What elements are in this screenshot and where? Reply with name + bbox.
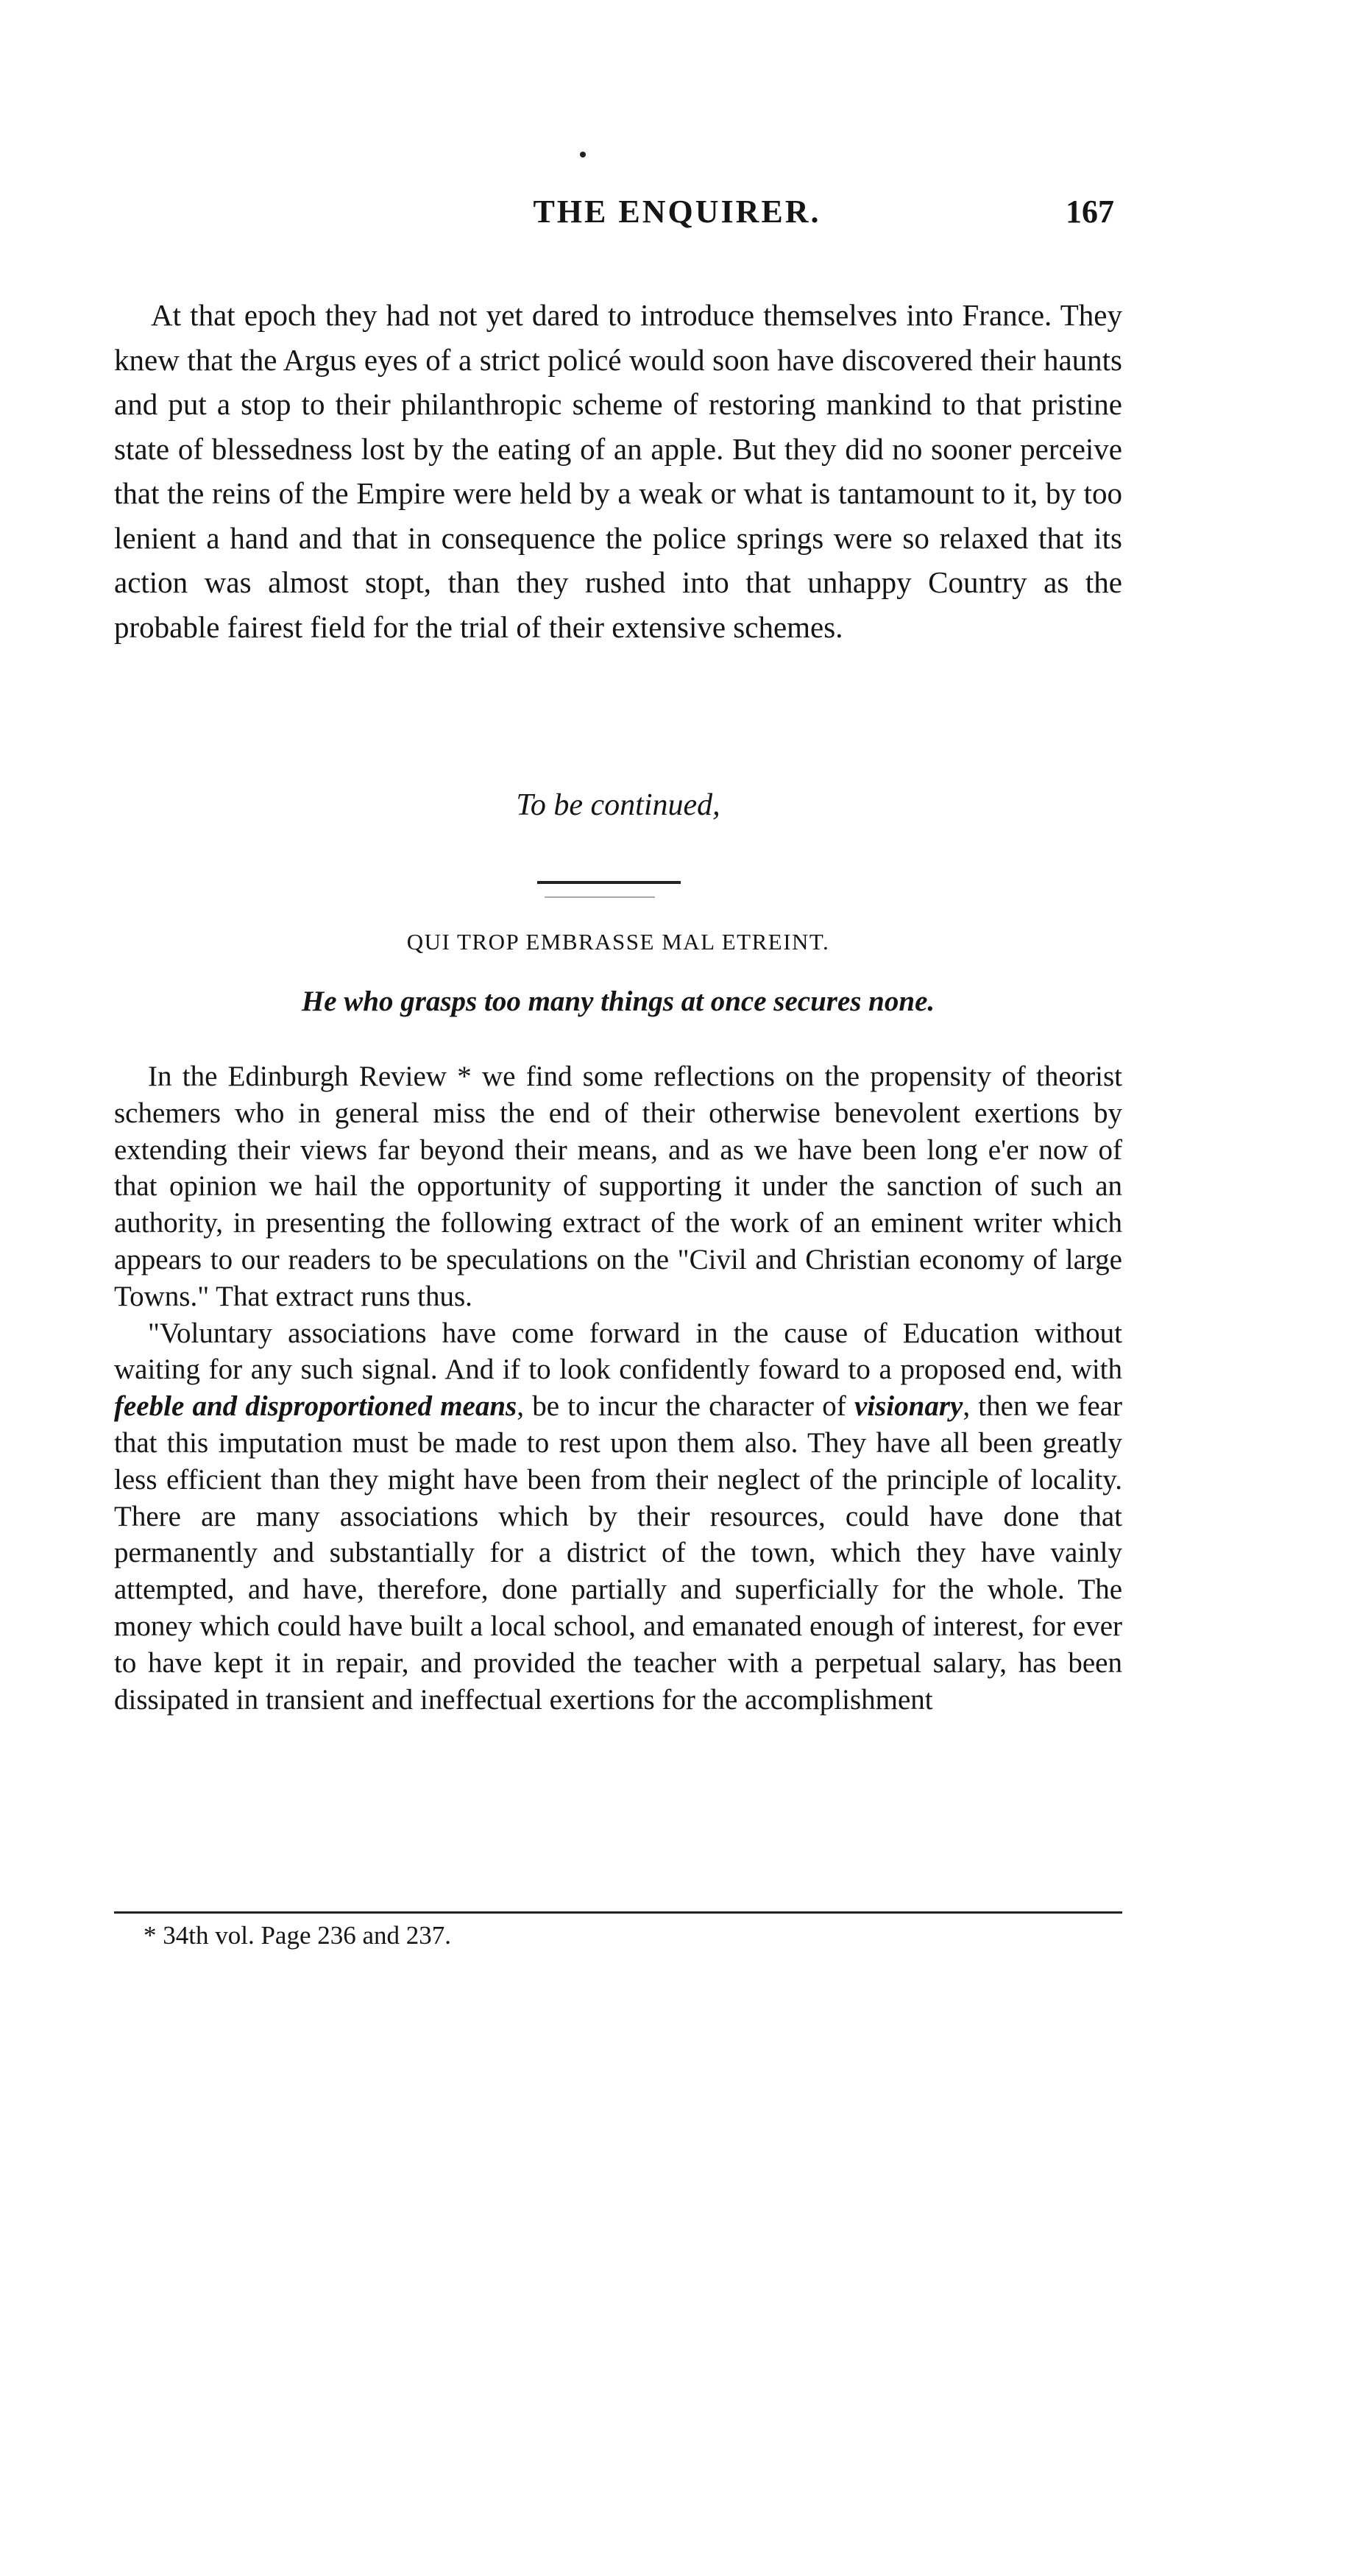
divider-fragment (545, 896, 655, 898)
page-number: 167 (1066, 194, 1114, 230)
text-run: "Voluntary associations have come forward in the cause of Education without waiting for any such signal. And if to look confidently foward to a proposed end, with (114, 1317, 1122, 1386)
italic-phrase: visionary (854, 1390, 963, 1423)
footnote: * 34th vol. Page 236 and 237. (144, 1921, 452, 1950)
italic-phrase: feeble and disproportioned means (114, 1390, 517, 1423)
article-continuation (114, 293, 1122, 649)
paragraph (114, 1315, 1122, 1719)
running-head: THE ENQUIRER. (533, 194, 821, 230)
footnote-rule (114, 1911, 1122, 1914)
section-divider (537, 881, 681, 884)
article-body (114, 1058, 1122, 1718)
section-motto: He who grasps too many things at once secures none. (301, 986, 935, 1017)
paragraph: In the Edinburgh Review * we find some reflections on the propensity of theorist schemers who in general miss the end of their otherwise benevolent exertions by extending their views far beyond their means, and as we have been long e'er now of that opinion we hail the opportunity of supporting it under the sanction of such an authority, in presenting the following extract of the work of an eminent writer which appears to our readers to be speculations on the "Civil and Christian economy of large Towns." That extract runs thus. (114, 1061, 1122, 1312)
text-run: , be to incur the character of (517, 1390, 854, 1423)
section-title: QUI TROP EMBRASSE MAL ETREINT. (406, 929, 830, 955)
printer-mark (580, 152, 586, 158)
to-be-continued: To be continued, (516, 788, 720, 822)
paragraph: At that epoch they had not yet dared to introduce themselves into France. They knew that the Argus eyes of a strict policé would soon have discovered their haunts and put a stop to their philanthropic scheme of restoring mankind to that pristine state of blessedness lost by the eating of an apple. But they did no sooner perceive that the reins of the Empire were held by a weak or what is tantamount to it, by too lenient a hand and that in consequence the police springs were so relaxed that its action was almost stopt, than they rushed into that unhappy Country as the probable fairest field for the trial of their extensive schemes. (114, 298, 1122, 644)
text-run: , then we fear that this imputation must be made to rest upon them also. They have all been greatly less efficient than they might have been from their neglect of the principle of locality. There are many associations which by their resources, could have done that permanently and substantially for a district of the town, which they have vainly attempted, and have, therefore, done partially and superficially for the whole. The money which could have built a local school, and emanated enough of interest, for ever to have kept it in repair, and provided the teacher with a perpetual salary, has been dissipated in transient and ineffectual exertions for the accomplishment (114, 1390, 1123, 1716)
